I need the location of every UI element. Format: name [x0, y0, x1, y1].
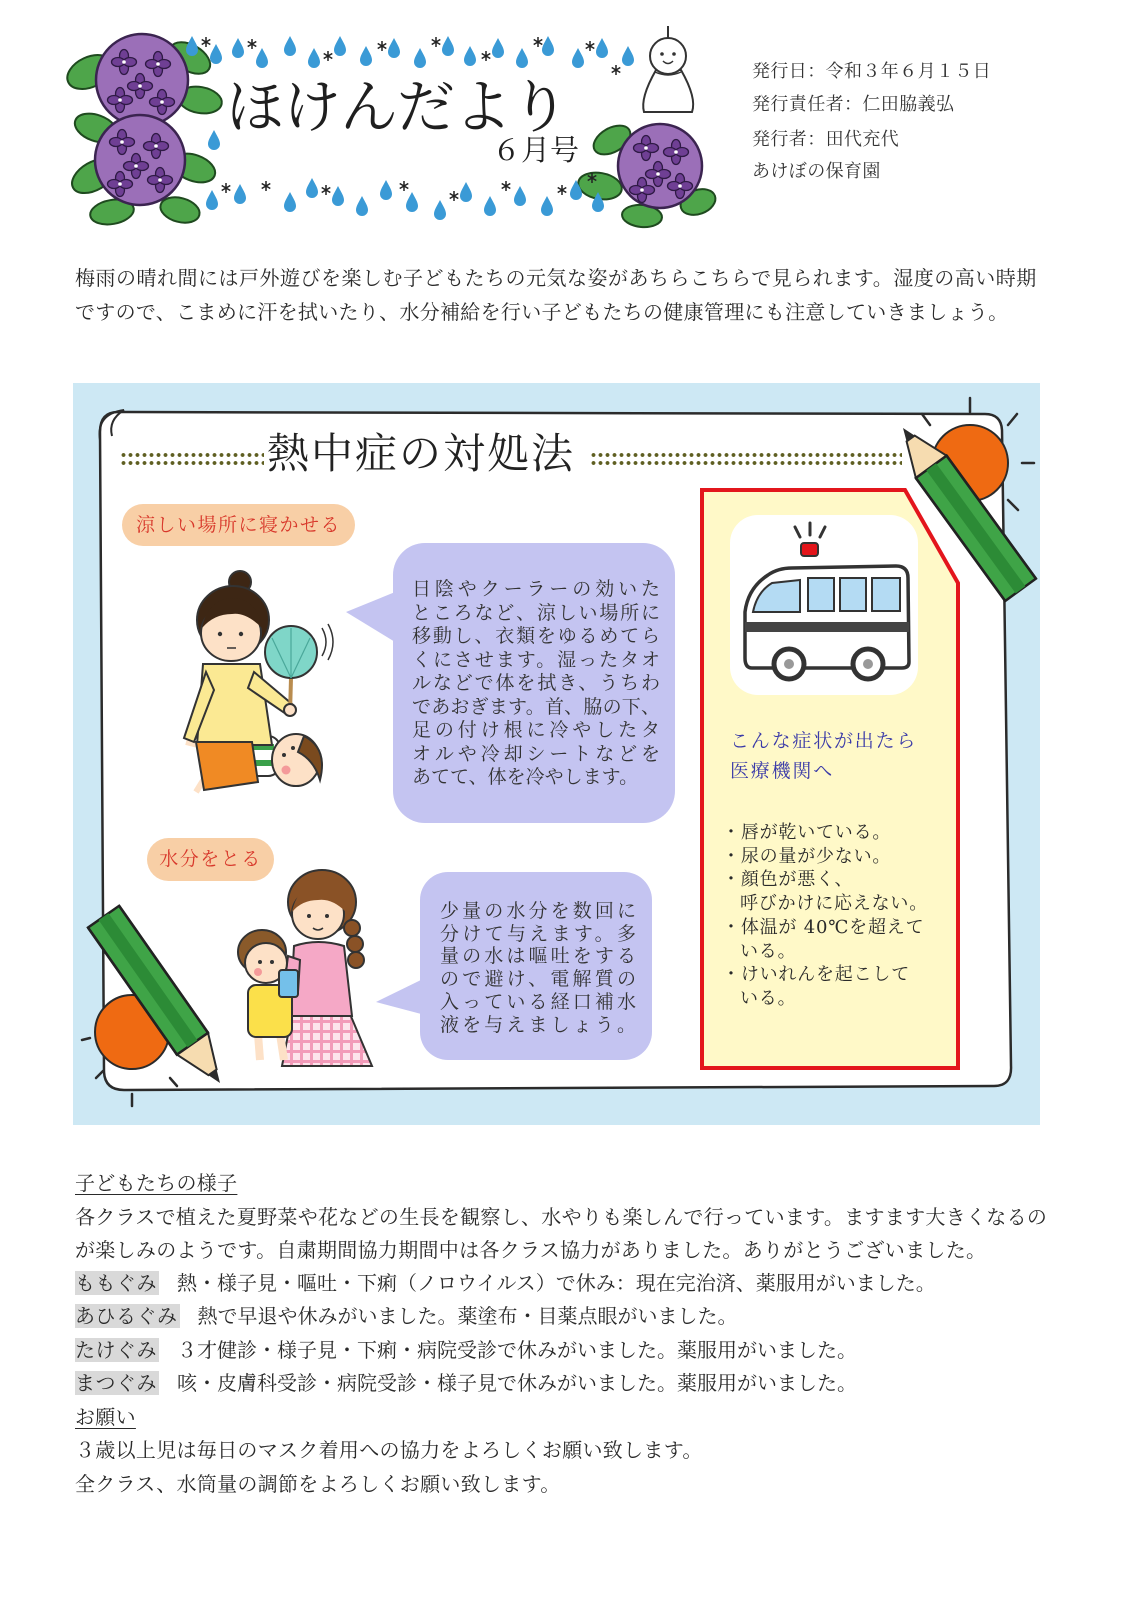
children-paragraph-line: 各クラスで植えた夏野菜や花などの生長を観察し、水やりも楽しんで行っています。ますます大きくなるの — [75, 1205, 1048, 1229]
raindrop-icon — [306, 178, 318, 198]
raindrop-icon — [232, 38, 244, 58]
raindrop-icon — [210, 44, 222, 64]
bubble-line: 日陰やクーラーの効いた — [412, 578, 660, 600]
bullet: ・ — [722, 964, 741, 986]
raindrop-icon — [596, 38, 608, 58]
class-note: 咳・皮膚科受診・病院受診・様子見で休みがいました。薬服用がいました。 — [177, 1371, 857, 1395]
raindrop-icon — [406, 192, 418, 212]
raindrop-icon — [208, 130, 220, 150]
symptom-item — [722, 845, 928, 869]
raindrop-icon — [542, 36, 554, 56]
bullet: ・ — [722, 916, 741, 938]
raindrop-icon — [622, 46, 634, 66]
bubble-line: ルなどで体を拭き、うちわ — [412, 672, 660, 694]
symptom-item — [722, 916, 928, 940]
heatstroke-title: 熱中症の対処法 — [267, 429, 576, 478]
raindrop-icon — [514, 186, 526, 206]
hydrangea-icon — [96, 34, 188, 126]
bubble-line: 分けて与えます。多 — [440, 922, 636, 945]
bubble-line: 移動し、衣類をゆるめてら — [412, 625, 660, 647]
bubble-line: 足の付け根に冷やしたタ — [412, 719, 660, 741]
sparkle-icon — [202, 37, 211, 47]
sparkle-icon — [222, 183, 231, 193]
raindrop-icon — [334, 36, 346, 56]
sparkle-icon — [322, 185, 331, 195]
class-note: 熱・様子見・嘔吐・下痢（ノロウイルス）で休み：現在完治済、薬服用がいました。 — [177, 1271, 936, 1295]
bubble-line: ところなど、涼しい場所に — [412, 601, 660, 624]
request-line: 全クラス、水筒量の調節をよろしくお願い致します。 — [75, 1472, 561, 1496]
cool-place-label: 涼しい場所に寝かせる — [122, 504, 355, 546]
class-label: まつぐみ — [75, 1371, 157, 1395]
request-line: ３歳以上児は毎日のマスク着用への協力をよろしくお願い致します。 — [75, 1438, 703, 1462]
raindrop-icon — [484, 196, 496, 216]
raindrop-icon — [284, 36, 296, 56]
hydrate-text — [440, 900, 636, 1036]
class-row-momo — [75, 1270, 936, 1296]
children-section-heading: 子どもたちの様子 — [75, 1171, 238, 1195]
raindrop-icon — [360, 46, 372, 66]
class-row-matsu — [75, 1370, 857, 1396]
sparkle-icon — [534, 37, 543, 47]
newsletter-title: ほけんだより — [226, 73, 569, 141]
class-note: 熱で早退や休みがいました。薬塗布・目薬点眼がいました。 — [197, 1304, 738, 1328]
bubble-line: オルや冷却シートなどを — [412, 742, 660, 765]
sparkle-icon — [400, 181, 409, 191]
title-dots-left — [120, 451, 264, 467]
raindrop-icon — [256, 48, 268, 68]
medical-heading-line: こんな症状が出たら — [730, 730, 918, 752]
bullet: ・ — [722, 845, 741, 867]
symptom-continuation: 呼びかけに応えない。 — [740, 893, 928, 915]
raindrop-icon — [380, 180, 392, 200]
children-paragraph-line: が楽しみのようです。自粛期間協力期間中は各クラス協力がありました。ありがとうございました。 — [75, 1238, 987, 1262]
symptom-continuation: いる。 — [740, 987, 797, 1009]
raindrop-icon — [388, 38, 400, 58]
bubble-line: あてて、体を冷やします。 — [412, 766, 639, 788]
class-row-ahiru — [75, 1303, 738, 1329]
hydrangea-icon — [95, 115, 185, 205]
symptom-item — [722, 821, 928, 845]
raindrop-icon — [442, 36, 454, 56]
bullet: ・ — [722, 869, 741, 891]
sparkle-icon — [502, 181, 511, 191]
sparkle-icon — [324, 51, 333, 61]
raindrop-icon — [541, 196, 553, 216]
class-label: ももぐみ — [75, 1271, 157, 1295]
raindrop-icon — [414, 48, 426, 68]
symptom-text: 体温が 40℃を超えて — [740, 916, 925, 938]
symptom-text: 唇が乾いている。 — [740, 822, 892, 843]
publisher: 発行者：田代充代 — [752, 129, 900, 150]
sparkle-icon — [378, 41, 387, 51]
raindrop-icon — [464, 46, 476, 66]
symptom-item — [722, 963, 928, 987]
cool-place-text — [412, 578, 660, 790]
raindrop-icon — [284, 192, 296, 212]
nursery-name: あけぼの保育園 — [752, 161, 881, 182]
raindrop-icon — [516, 48, 528, 68]
raindrop-icon — [206, 190, 218, 210]
raindrop-icon — [234, 184, 246, 204]
sparkle-icon — [558, 185, 567, 195]
bubble-line: であおぎます。首、脇の下、 — [412, 695, 660, 718]
class-label: たけぐみ — [75, 1338, 157, 1362]
hydrangea-icon — [618, 124, 702, 208]
raindrop-icon — [460, 182, 472, 202]
sparkle-icon — [482, 51, 491, 61]
bubble-line: くにさせます。湿ったタオ — [412, 648, 660, 671]
medical-alert-heading — [730, 726, 917, 786]
title-dots-right — [590, 451, 902, 467]
raindrop-icon — [492, 38, 504, 58]
request-heading: お願い — [75, 1405, 136, 1429]
bubble-line: ので避け、電解質の — [440, 968, 636, 991]
raindrop-icon — [572, 48, 584, 68]
sparkle-icon — [262, 181, 271, 191]
sparkle-icon — [450, 191, 459, 201]
raindrop-icon — [356, 196, 368, 216]
class-note: ３才健診・様子見・下痢・病院受診で休みがいました。薬服用がいました。 — [177, 1338, 857, 1362]
raindrop-icon — [308, 48, 320, 68]
raindrop-icon — [186, 36, 198, 56]
sparkle-icon — [612, 65, 621, 75]
hydrate-label: 水分をとる — [147, 838, 274, 881]
sparkle-icon — [248, 39, 257, 49]
intro-line: 梅雨の晴れ間には戸外遊びを楽しむ子どもたちの元気な姿があちらこちらで見られます。湿度の高い時期 — [75, 266, 1037, 290]
issue-date: 発行日：令和３年６月１５日 — [752, 61, 992, 82]
sparkle-icon — [432, 37, 441, 47]
responsible-person: 発行責任者：仁田脇義弘 — [752, 94, 955, 115]
class-row-take — [75, 1337, 857, 1363]
bubble-line: 少量の水分を数回に — [440, 900, 636, 922]
intro-line: ですので、こまめに汗を拭いたり、水分補給を行い子どもたちの健康管理にも注意していきましょう。 — [75, 300, 1009, 324]
symptom-item — [722, 868, 928, 892]
bubble-line: 液を与えましょう。 — [440, 1013, 636, 1036]
teru-teru-bozu-icon — [643, 26, 693, 112]
raindrop-icon — [332, 186, 344, 206]
bubble-line: 入っている経口補水 — [440, 990, 636, 1013]
symptom-continuation: いる。 — [740, 940, 797, 962]
raindrop-icon — [434, 200, 446, 220]
medical-heading-line: 医療機関へ — [730, 760, 835, 782]
symptom-text: 尿の量が少ない。 — [740, 845, 892, 867]
symptom-text: 顔色が悪く、 — [740, 869, 854, 891]
bubble-line: 量の水は嘔吐をする — [440, 945, 636, 968]
sparkle-icon — [586, 41, 595, 51]
bullet: ・ — [722, 822, 741, 843]
symptom-list — [722, 821, 928, 1011]
issue-number: ６月号 — [492, 133, 580, 167]
class-label: あひるぐみ — [75, 1304, 178, 1328]
symptom-text: けいれんを起こして — [740, 964, 911, 986]
